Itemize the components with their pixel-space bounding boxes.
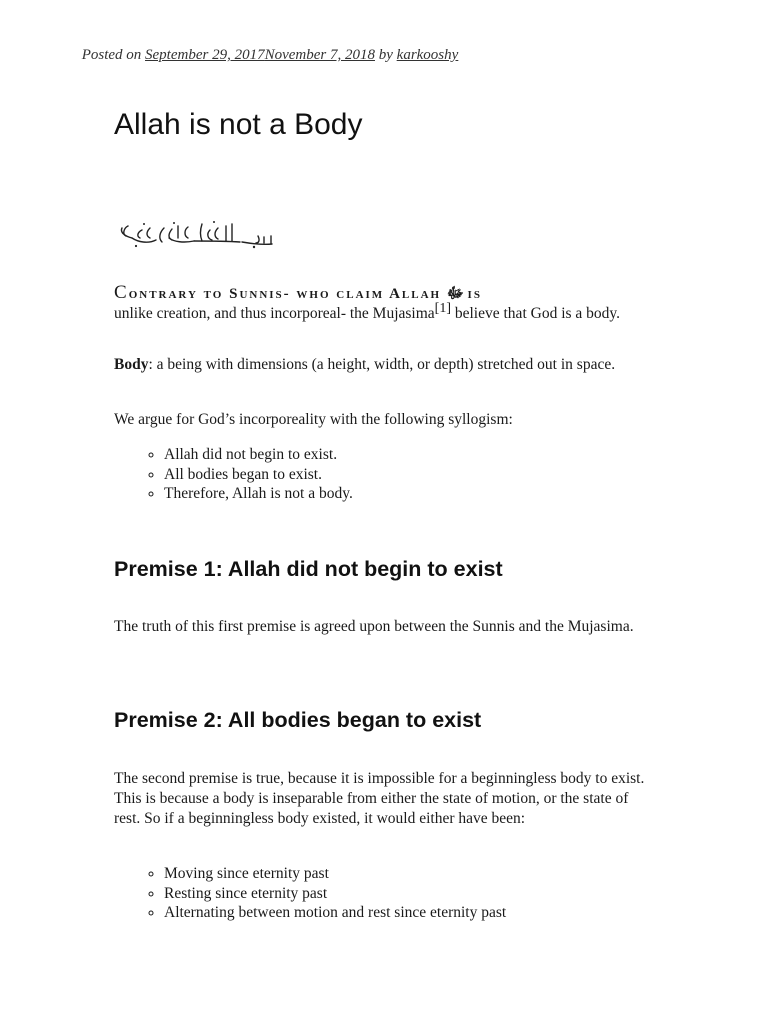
lead-text-before-footnote: unlike creation, and thus incorporeal- the Mujasima	[114, 305, 435, 322]
lead-smallcaps	[114, 282, 482, 303]
list-item: ◦ Therefore, Allah is not a body.	[164, 484, 353, 504]
date-published: September 29, 2017	[145, 47, 265, 63]
article-title: Allah is not a Body	[114, 108, 363, 141]
syllogism-intro: We argue for God’s incorporeality with the following syllogism:	[114, 411, 513, 428]
definition-term: Body	[114, 356, 149, 373]
definition-text: : a being with dimensions (a height, width, or depth) stretched out in space.	[148, 356, 616, 373]
list-item: ◦ Moving since eternity past	[164, 864, 506, 884]
by-label: by	[378, 47, 393, 63]
list-item: ◦ All bodies began to exist.	[164, 465, 353, 485]
post-date-link[interactable]	[145, 47, 375, 63]
list-item: ◦ Allah did not begin to exist.	[164, 445, 353, 465]
list-item: ◦ Resting since eternity past	[164, 884, 506, 904]
premise-2-heading: Premise 2: All bodies began to exist	[114, 708, 482, 732]
lead-text-after-footnote: believe that God is a body.	[451, 305, 621, 322]
footnote-link[interactable]: [1]	[434, 301, 451, 316]
premise-1-heading: Premise 1: Allah did not begin to exist	[114, 557, 503, 581]
syllogism-list	[144, 445, 353, 504]
post-meta	[0, 47, 654, 64]
premise-1-text: The truth of this first premise is agreed upon between the Sunnis and the Mujasima.	[114, 618, 634, 635]
premise-2-text: The second premise is true, because it is impossible for a beginningless body to exist. This is because a body is inseparable from either the state of motion, or the state of rest. So if a beginningless body existed, it would either have been:	[114, 770, 645, 827]
author-link[interactable]: karkooshy	[396, 47, 459, 63]
lead-smallcaps-tail: is	[467, 286, 482, 302]
premise-2-options	[144, 864, 506, 923]
lead-smallcaps-rest: ontrary to Sunnis- who claim Allah	[128, 286, 442, 302]
basmala-calligraphy-icon	[114, 214, 276, 250]
date-updated: November 7, 2018	[264, 47, 375, 63]
list-item: ◦ Alternating between motion and rest since eternity past	[164, 903, 506, 923]
lead-dropcap: C	[114, 282, 129, 303]
lead-paragraph	[114, 283, 654, 324]
definition-paragraph	[114, 355, 654, 375]
posted-on-label: Posted on	[81, 47, 142, 63]
honorific-glyph: ﷻ	[446, 286, 464, 302]
